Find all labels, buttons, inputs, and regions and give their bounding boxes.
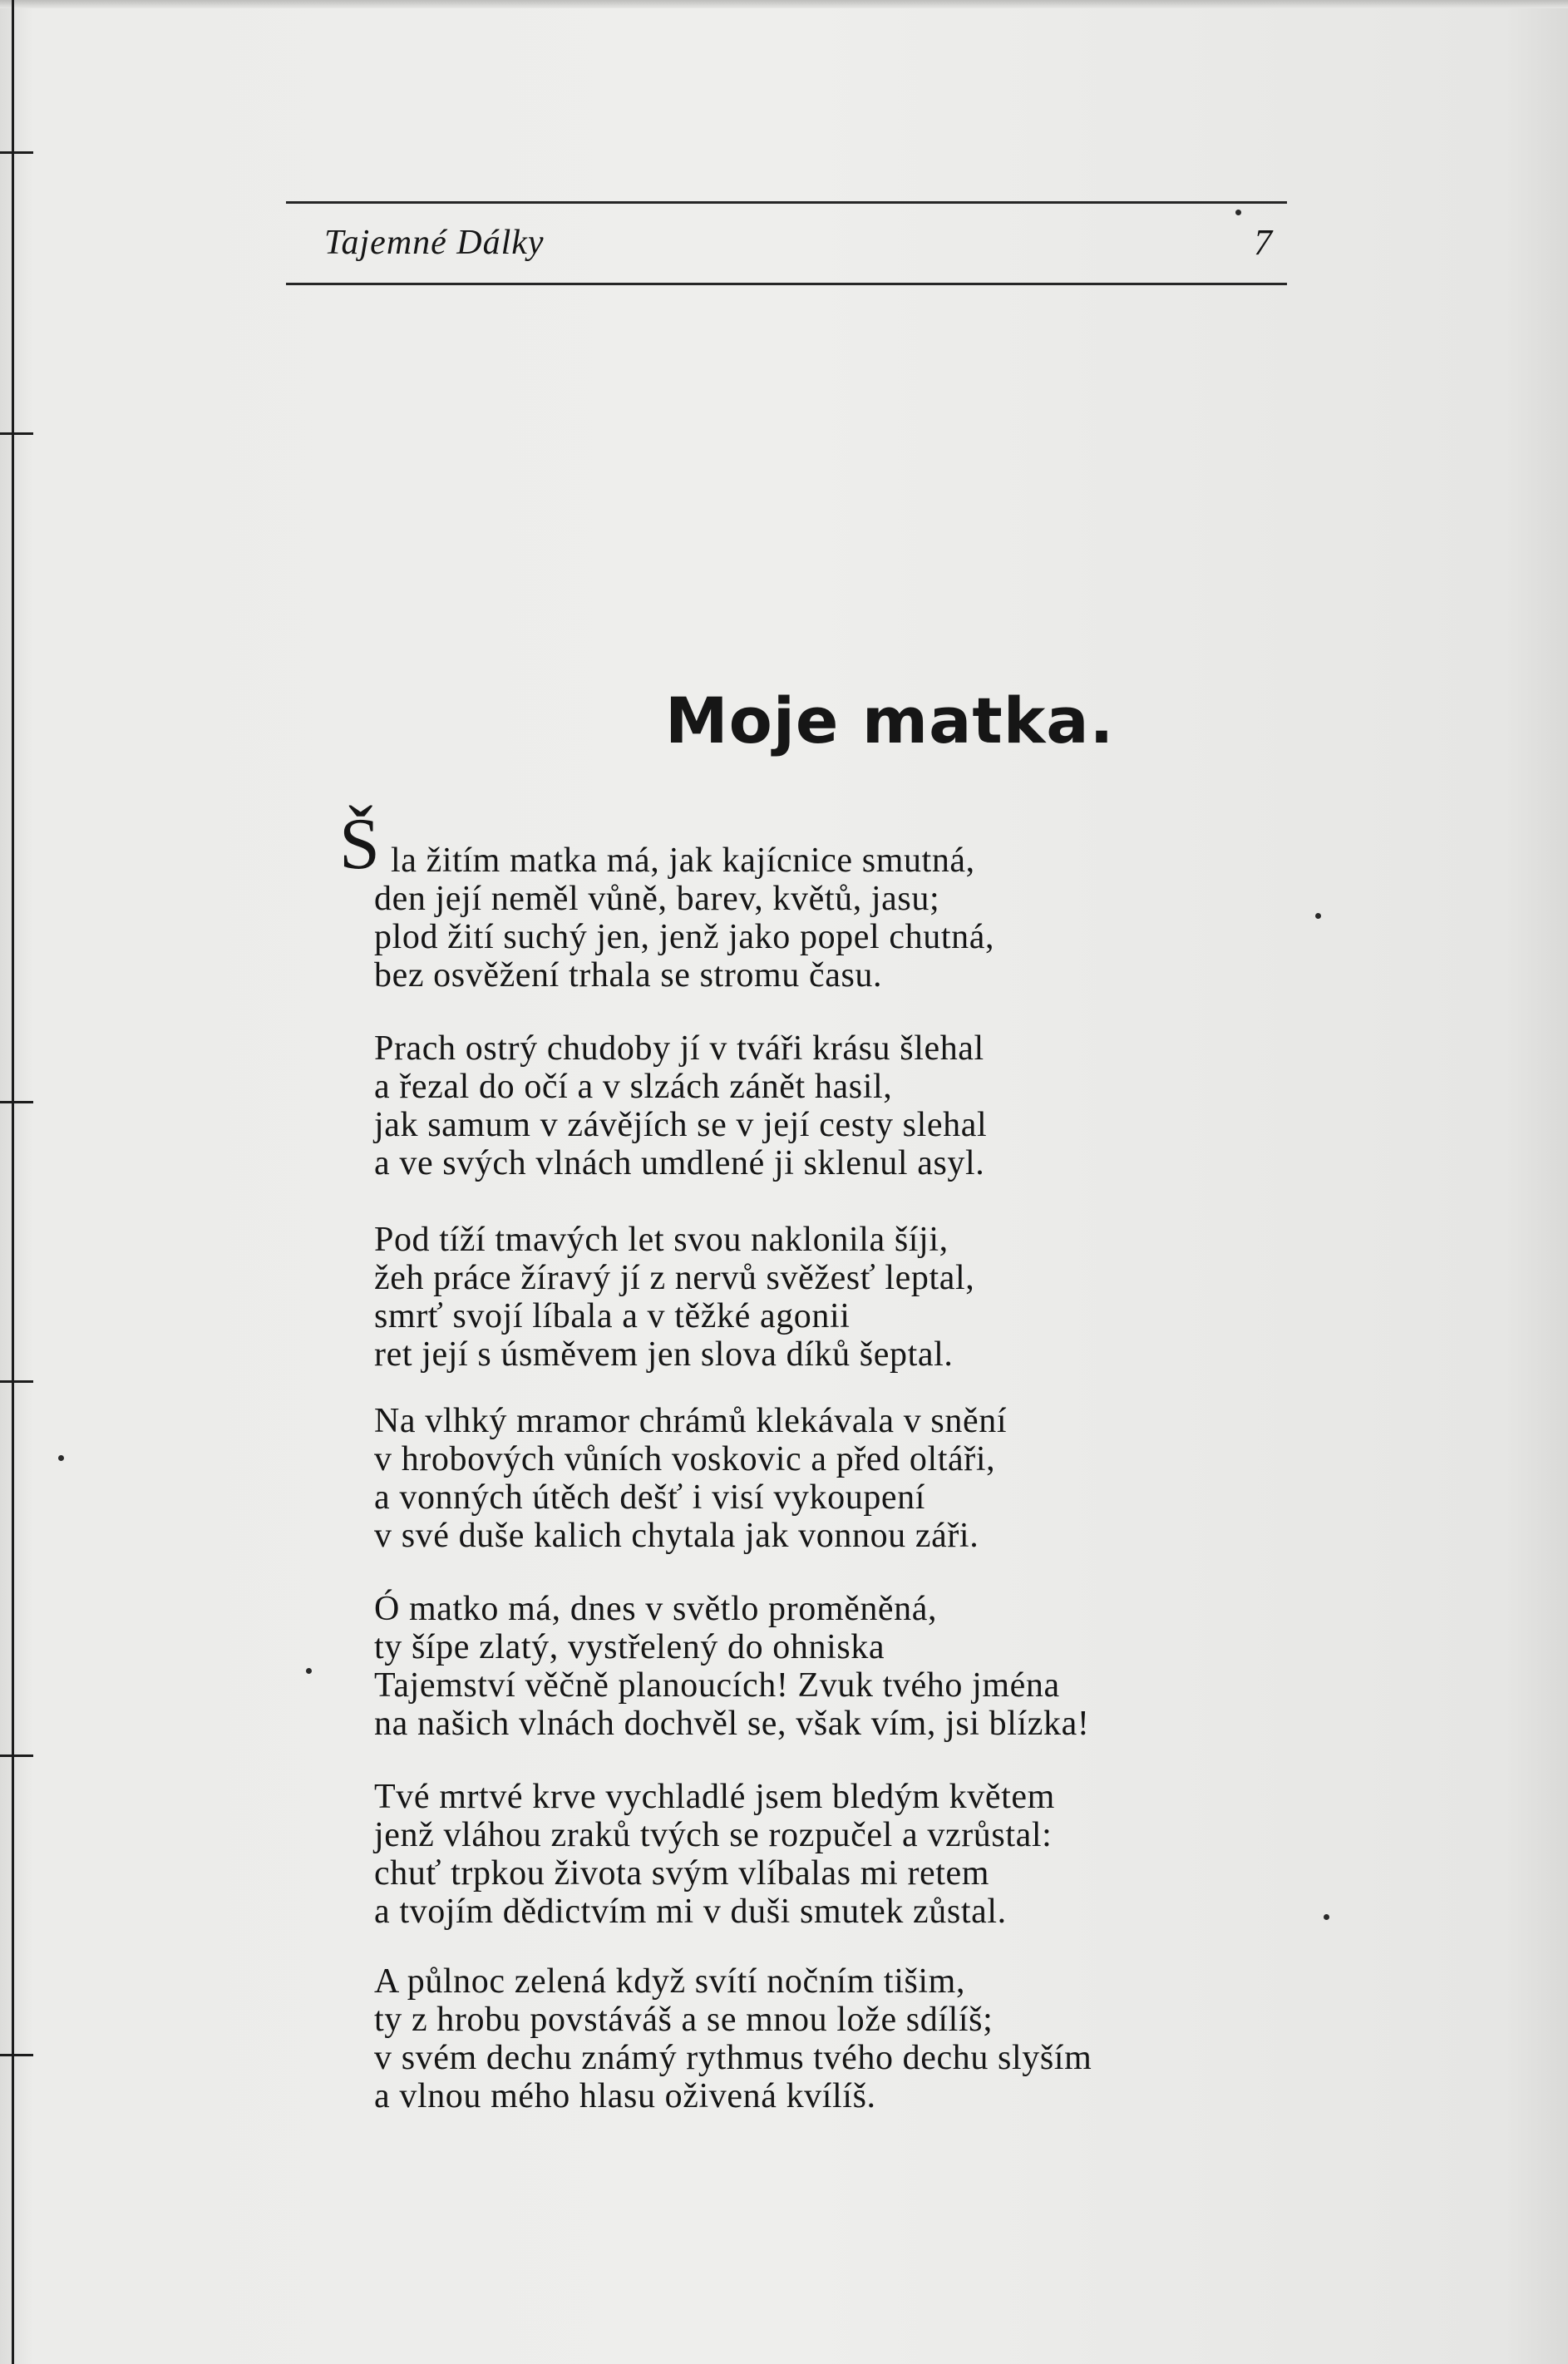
stanza-1 — [374, 841, 994, 994]
page-binding-edge — [12, 0, 14, 2364]
poem-line: na našich vlnách dochvěl se, však vím, jsi blízka! — [374, 1705, 1090, 1743]
binding-mark — [0, 1101, 33, 1103]
print-speck — [1235, 210, 1241, 215]
poem-line: a řezal do očí a v slzách zánět hasil, — [374, 1068, 893, 1106]
binding-mark — [0, 1380, 33, 1383]
stanza-5 — [374, 1590, 1089, 1743]
poem-line: Prach ostrý chudoby jí v tváři krásu šlehal — [374, 1029, 984, 1068]
poem-line: v svém dechu známý rythmus tvého dechu slyším — [374, 2039, 1092, 2077]
poem-line — [374, 841, 994, 880]
page-number: 7 — [1254, 222, 1272, 263]
binding-mark — [0, 151, 33, 154]
print-speck — [1324, 1914, 1329, 1920]
poem-line: den její neměl vůně, barev, květů, jasu; — [374, 880, 940, 918]
poem-line: Tvé mrtvé krve vychladlé jsem bledým květem — [374, 1778, 1055, 1816]
stanza-2 — [374, 1029, 987, 1182]
stanza-4 — [374, 1402, 1007, 1555]
header-rule-bottom — [286, 283, 1287, 285]
stanza-7 — [374, 1962, 1092, 2115]
poem-line: a tvojím dědictvím mi v duši smutek zůstal. — [374, 1893, 1007, 1931]
poem-title: Moje matka. — [665, 684, 1115, 758]
print-speck — [1315, 913, 1321, 919]
running-title: Tajemné Dálky — [324, 224, 545, 262]
poem-line: a vonných útěch dešť i visí vykoupení — [374, 1478, 926, 1517]
poem-line: jak samum v závějích se v její cesty slehal — [374, 1106, 988, 1144]
poem-line: v hrobových vůních voskovic a před oltáři, — [374, 1440, 996, 1478]
poem-line: ret její s úsměvem jen slova díků šeptal. — [374, 1335, 954, 1374]
poem-line: Ó matko má, dnes v světlo proměněná, — [374, 1590, 938, 1628]
binding-mark — [0, 432, 33, 435]
stanza-3 — [374, 1221, 974, 1374]
print-speck — [306, 1668, 312, 1674]
poem-line: a ve svých vlnách umdlené ji sklenul asyl. — [374, 1144, 985, 1182]
poem-line: smrť svojí líbala a v těžké agonii — [374, 1297, 851, 1335]
poem-line: ty šípe zlatý, vystřelený do ohniska — [374, 1628, 885, 1666]
poem-line: a vlnou mého hlasu oživená kvílíš. — [374, 2077, 876, 2115]
poem-line: plod žití suchý jen, jenž jako popel chutná, — [374, 918, 995, 956]
binding-mark — [0, 2054, 33, 2056]
poem-line: v své duše kalich chytala jak vonnou záři. — [374, 1517, 979, 1555]
poem-line: žeh práce žíravý jí z nervů svěžesť leptal, — [374, 1259, 975, 1297]
poem-first-line: la žitím matka má, jak kajícnice smutná, — [391, 841, 975, 880]
binding-mark — [0, 1754, 33, 1757]
poem-line: bez osvěžení trhala se stromu času. — [374, 956, 883, 994]
poem-line: jenž vláhou zraků tvých se rozpučel a vzrůstal: — [374, 1816, 1053, 1854]
poem-line: chuť trpkou života svým vlíbalas mi retem — [374, 1854, 990, 1893]
print-speck — [58, 1455, 64, 1461]
header-rule-top — [286, 201, 1287, 204]
poem-line: Tajemství věčně planoucích! Zvuk tvého jména — [374, 1666, 1060, 1705]
page-top-shadow — [0, 0, 1568, 8]
poem-line: Na vlhký mramor chrámů klekávala v snění — [374, 1402, 1008, 1440]
poem-line: A půlnoc zelená když svítí nočním tišim, — [374, 1962, 966, 2001]
drop-initial: Š — [339, 804, 380, 885]
poem-line: ty z hrobu povstáváš a se mnou lože sdílíš; — [374, 2001, 994, 2039]
poem-line: Pod tíží tmavých let svou naklonila šíji, — [374, 1221, 949, 1259]
stanza-6 — [374, 1778, 1055, 1931]
